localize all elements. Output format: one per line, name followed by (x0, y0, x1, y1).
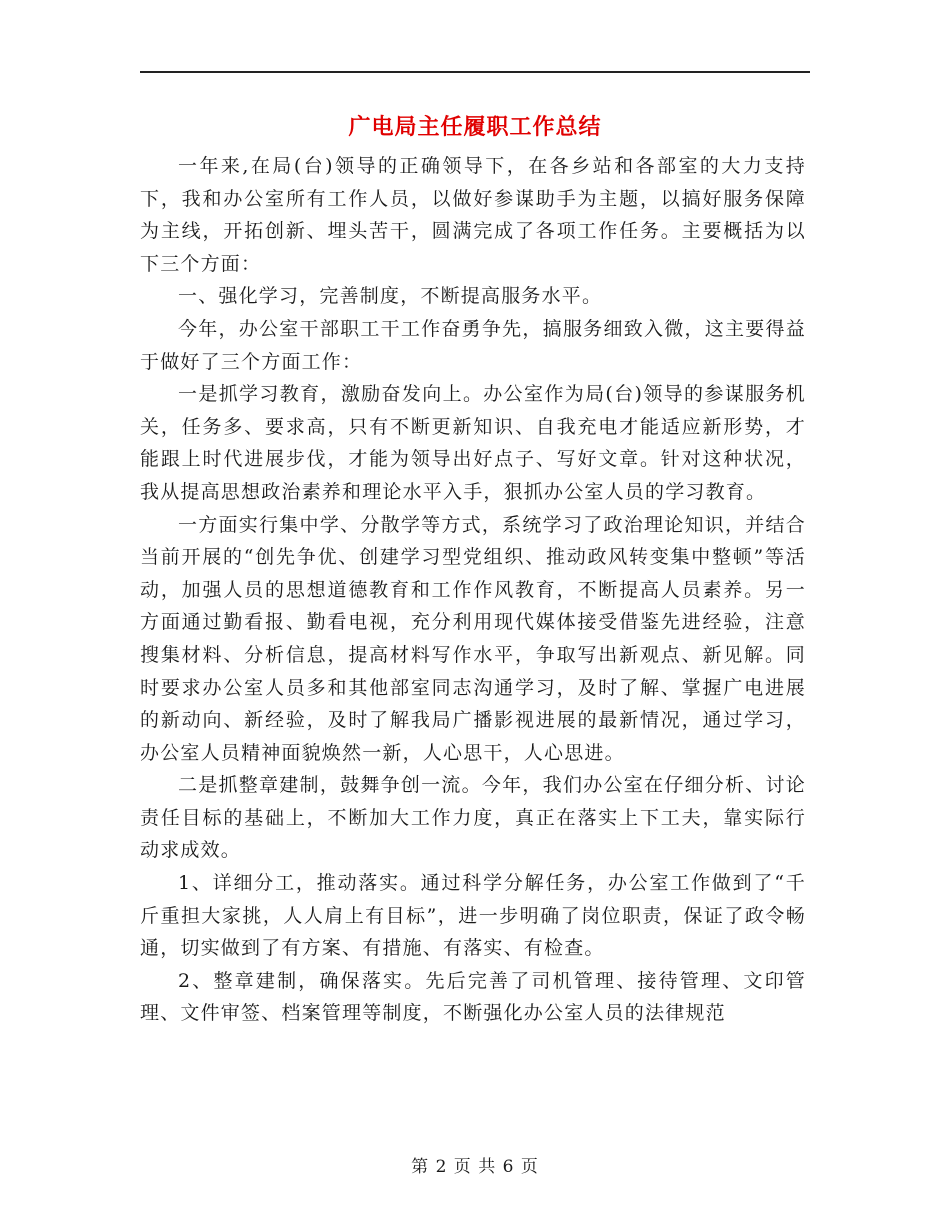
paragraph: 二是抓整章建制，鼓舞争创一流。今年，我们办公室在仔细分析、讨论责任目标的基础上，不断加大工作力度，真正在落实上下工夫，靠实际行动求成效。 (140, 774, 806, 862)
paragraph: 2、整章建制，确保落实。先后完善了司机管理、接待管理、文印管理、文件审签、档案管理等制度，不断强化办公室人员的法律规范 (140, 969, 806, 1025)
paragraph: 一是抓学习教育，激励奋发向上。办公室作为局(台)领导的参谋服务机关，任务多、要求高，只有不断更新知识、自我充电才能适应新形势，才能跟上时代进展步伐，才能为领导出好点子、写好文章。针对这种状况，我从提高思想政治素养和理论水平入手，狠抓办公室人员的学习教育。 (140, 383, 806, 503)
header-rule (140, 71, 810, 73)
paragraph: 1、详细分工，推动落实。通过科学分解任务，办公室工作做到了“千斤重担大家挑，人人肩上有目标”，进一步明确了岗位职责，保证了政令畅通，切实做到了有方案、有措施、有落实、有检查。 (140, 872, 806, 960)
page-number: 第 2 页 共 6 页 (411, 1157, 539, 1177)
document-title: 广电局主任履职工作总结 (348, 114, 602, 140)
paragraph: 今年，办公室干部职工干工作奋勇争先，搞服务细致入微，这主要得益于做好了三个方面工作： (140, 317, 806, 373)
document-body (140, 150, 806, 1030)
paragraph: 一、强化学习，完善制度，不断提高服务水平。 (178, 285, 603, 308)
paragraph: 一方面实行集中学、分散学等方式，系统学习了政治理论知识，并结合当前开展的“创先争优、创建学习型党组织、推动政风转变集中整顿”等活动，加强人员的思想道德教育和工作作风教育，不断提高人员素养。另一方面通过勤看报、勤看电视，充分利用现代媒体接受借鉴先进经验，注意搜集材料、分析信息，提高材料写作水平，争取写出新观点、新见解。同时要求办公室人员多和其他部室同志沟通学习，及时了解、掌握广电进展的新动向、新经验，及时了解我局广播影视进展的最新情况，通过学习，办公室人员精神面貌焕然一新，人心思干，人心思进。 (140, 513, 806, 764)
paragraph: 一年来,在局(台)领导的正确领导下，在各乡站和各部室的大力支持下，我和办公室所有工作人员，以做好参谋助手为主题，以搞好服务保障为主线，开拓创新、埋头苦干，圆满完成了各项工作任务。主要概括为以下三个方面： (140, 155, 806, 275)
